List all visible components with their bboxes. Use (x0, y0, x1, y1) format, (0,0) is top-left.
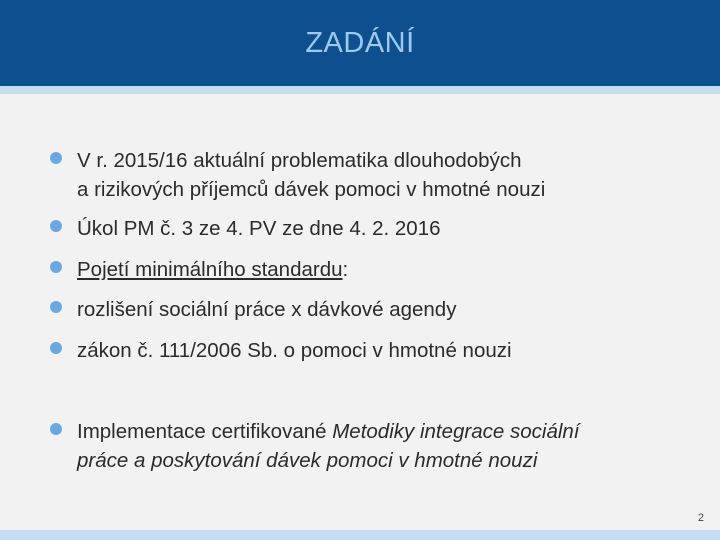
bullet-text (77, 146, 677, 204)
underlined-phrase: Pojetí minimálního standardu (77, 258, 343, 281)
bullet-suffix: : (342, 258, 349, 281)
bullet-line: V r. 2015/16 aktuální problematika dlouhodobých (77, 149, 522, 172)
bullet-text: rozlišení sociální práce x dávkové agendy (77, 298, 457, 321)
bullet-text: Úkol PM č. 3 ze 4. PV ze dne 4. 2. 2016 (77, 217, 441, 240)
bullet-dot-icon (50, 423, 62, 435)
bullet-dot-icon (50, 220, 62, 232)
header-stripe (0, 86, 720, 94)
bullet-text (77, 417, 677, 475)
slide-title: ZADÁNÍ (305, 27, 415, 59)
bullet-dot-icon (50, 152, 62, 164)
bullet-dot-icon (50, 301, 62, 313)
bullet-dot-icon (50, 342, 62, 354)
bullet-text (77, 255, 677, 284)
bullet-prefix: Implementace certifikované (77, 420, 333, 443)
italic-phrase: práce a poskytování dávek pomoci v hmotné nouzi (77, 449, 538, 472)
bullet-dot-icon (50, 261, 62, 273)
italic-phrase: Metodiky integrace sociální (332, 420, 580, 443)
slide-content (0, 94, 720, 530)
bottom-stripe (0, 530, 720, 540)
page-number: 2 (697, 512, 704, 524)
bullet-line: a rizikových příjemců dávek pomoci v hmotné nouzi (77, 178, 546, 201)
bullet-text: zákon č. 111/2006 Sb. o pomoci v hmotné nouzi (77, 339, 512, 362)
